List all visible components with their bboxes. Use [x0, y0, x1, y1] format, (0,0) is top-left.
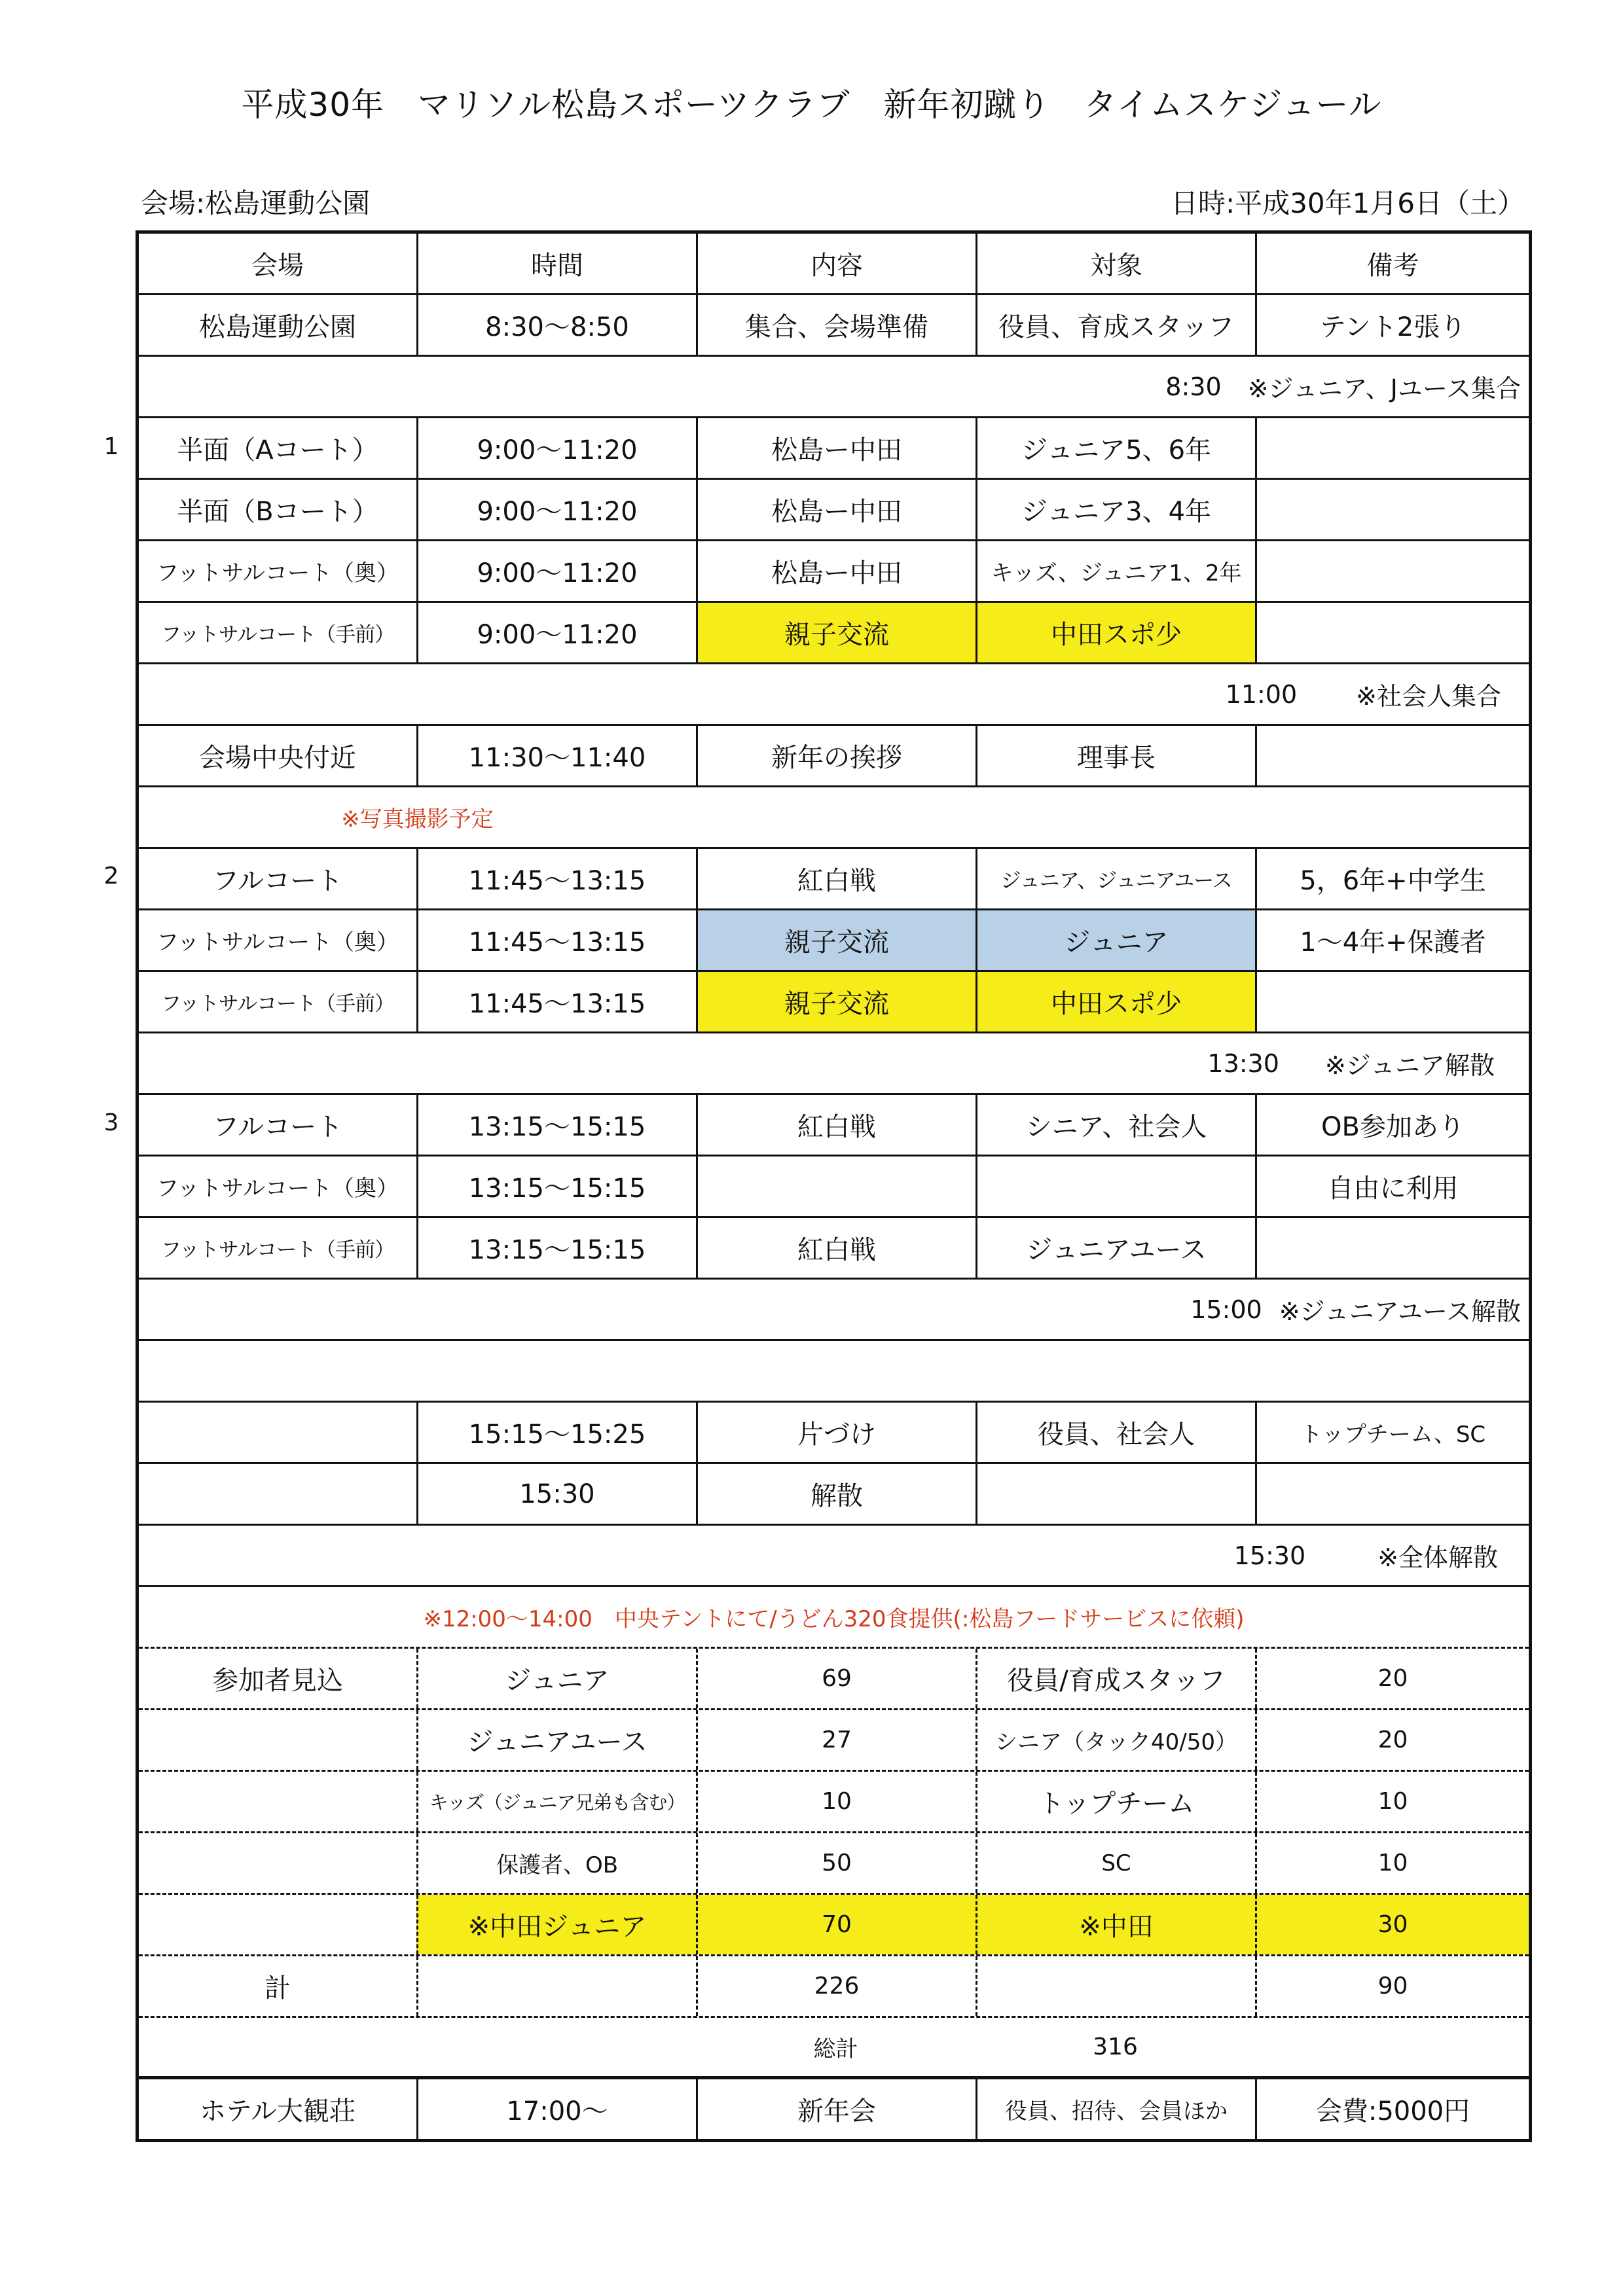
schedule-table [136, 230, 1532, 2142]
cell-time: 9:00～11:20 [416, 541, 696, 601]
cell-remarks: トップチーム、SC [1255, 1403, 1529, 1462]
cell-remarks: 5，6年+中学生 [1255, 849, 1529, 908]
note-text: ※ジュニア解散 [1324, 1051, 1495, 1080]
cell-venue: ホテル大観荘 [200, 2096, 356, 2126]
table-row [139, 1157, 1529, 1218]
cell-content: 解散 [696, 1464, 976, 1524]
cell-remarks: 1～4年+保護者 [1255, 910, 1529, 970]
table-row [139, 1095, 1529, 1157]
attendance-group: 役員/育成スタッフ [976, 1649, 1255, 1708]
cell-remarks: OB参加あり [1255, 1095, 1529, 1155]
attendance-count: 27 [696, 1710, 976, 1770]
cell-content: 新年会 [696, 2079, 976, 2139]
note-row [139, 664, 1529, 726]
note-time: 13:30 [1207, 1049, 1279, 1078]
cell-venue [139, 1403, 416, 1462]
attendance-count: 50 [696, 1833, 976, 1893]
party-row [139, 2079, 1529, 2139]
cell-remarks [1255, 541, 1529, 601]
attendance-group: ジュニア [416, 1649, 696, 1708]
cell-target: ジュニア3、4年 [976, 480, 1255, 539]
attendance-row [139, 1710, 1529, 1772]
cell-remarks [1255, 480, 1529, 539]
attendance-row [139, 1895, 1529, 1956]
cell-time: 13:15～15:15 [416, 1095, 696, 1155]
cell-content: 片づけ [696, 1403, 976, 1462]
cell-time: 15:30 [416, 1464, 696, 1524]
cell-time: 15:15～15:25 [416, 1403, 696, 1462]
cell-venue: 半面（Aコート） [177, 435, 378, 465]
attendance-count: 10 [696, 1772, 976, 1831]
table-row [139, 1464, 1529, 1526]
cell-venue: フットサルコート（奥） [156, 560, 399, 586]
cell-remarks [1255, 1218, 1529, 1278]
attendance-group: シニア（タック40/50） [976, 1710, 1255, 1770]
cell-content-highlighted: 親子交流 [696, 972, 976, 1031]
cell-time: 13:15～15:15 [416, 1157, 696, 1216]
cell-venue [139, 1464, 416, 1524]
cell-time: 17:00～ [416, 2079, 696, 2139]
table-header-row [139, 234, 1529, 295]
attendance-count-highlighted: 30 [1255, 1895, 1529, 1954]
cell-content [696, 1157, 976, 1216]
note-row [139, 1587, 1529, 1649]
block-number-3: 3 [103, 1109, 119, 1136]
lunch-note: ※12:00～14:00 中央テントにて/うどん320食提供(:松島フードサービスに依頼) [423, 1606, 1245, 1632]
note-row [139, 357, 1529, 418]
cell-content: 紅白戦 [696, 1218, 976, 1278]
cell-target-highlighted: 中田スポ少 [976, 972, 1255, 1031]
grand-total-value: 316 [1093, 2034, 1138, 2060]
attendance-group-highlighted: ※中田 [976, 1895, 1255, 1954]
note-time: 15:00 [1190, 1295, 1262, 1324]
note-row [139, 1526, 1529, 1587]
cell-time: 11:45～13:15 [416, 910, 696, 970]
cell-time: 9:00～11:20 [416, 418, 696, 478]
cell-time: 8:30～8:50 [416, 295, 696, 355]
photo-note: ※写真撮影予定 [341, 806, 494, 833]
cell-content: 新年の挨拶 [696, 726, 976, 785]
cell-content: 集合、会場準備 [696, 295, 976, 355]
cell-target: 役員、招待、会員ほか [976, 2079, 1255, 2139]
cell-target: キッズ、ジュニア1、2年 [976, 541, 1255, 601]
cell-target [976, 1464, 1255, 1524]
table-row [139, 480, 1529, 541]
attendance-row [139, 1649, 1529, 1710]
cell-content-highlighted: 親子交流 [696, 910, 976, 970]
note-row [139, 787, 1529, 849]
table-row [139, 972, 1529, 1033]
cell-venue: 松島運動公園 [199, 312, 356, 342]
note-text: ※ジュニア、Jユース集合 [1247, 374, 1521, 403]
cell-venue: フットサルコート（奥） [156, 929, 399, 956]
header-content: 内容 [696, 234, 976, 293]
attendance-group: トップチーム [976, 1772, 1255, 1831]
cell-remarks [1255, 726, 1529, 785]
note-time: 15:30 [1233, 1541, 1306, 1570]
cell-remarks: 会費:5000円 [1255, 2079, 1529, 2139]
cell-target-highlighted: 中田スポ少 [976, 603, 1255, 662]
header-remarks: 備考 [1255, 234, 1529, 293]
attendance-group-highlighted: ※中田ジュニア [416, 1895, 696, 1954]
note-text: ※ジュニアユース解散 [1279, 1297, 1521, 1326]
attendance-group: キッズ（ジュニア兄弟も含む） [416, 1772, 696, 1831]
table-row [139, 418, 1529, 480]
cell-content: 紅白戦 [696, 1095, 976, 1155]
cell-venue: フットサルコート（手前） [160, 992, 395, 1016]
attendance-count: 20 [1255, 1710, 1529, 1770]
cell-venue: フットサルコート（手前） [160, 623, 395, 647]
grand-total-row [139, 2018, 1529, 2079]
document-title: 平成30年 マリソル松島スポーツクラブ 新年初蹴り タイムスケジュール [241, 86, 1382, 124]
header-venue: 会場 [251, 251, 304, 281]
cell-target [976, 1157, 1255, 1216]
attendance-row [139, 1833, 1529, 1895]
venue-label: 会場:松島運動公園 [141, 187, 371, 219]
cell-remarks [1255, 418, 1529, 478]
attendance-count-highlighted: 70 [696, 1895, 976, 1954]
cell-remarks [1255, 1464, 1529, 1524]
cell-venue: 会場中央付近 [199, 743, 356, 773]
cell-target: ジュニア5、6年 [976, 418, 1255, 478]
cell-target: ジュニア、ジュニアユース [976, 849, 1255, 908]
table-row [139, 295, 1529, 357]
attendance-count: 20 [1255, 1649, 1529, 1708]
cell-content: 紅白戦 [696, 849, 976, 908]
total-label: 計 [264, 1973, 291, 2003]
cell-venue: フットサルコート（手前） [160, 1238, 395, 1262]
attendance-count: 10 [1255, 1772, 1529, 1831]
block-number-2: 2 [103, 863, 119, 889]
note-text: ※社会人集合 [1356, 682, 1501, 711]
cell-target: 役員、育成スタッフ [976, 295, 1255, 355]
cell-target: シニア、社会人 [976, 1095, 1255, 1155]
cell-time: 11:45～13:15 [416, 972, 696, 1031]
cell-content-highlighted: 親子交流 [696, 603, 976, 662]
note-row [139, 1033, 1529, 1095]
table-row [139, 726, 1529, 787]
cell-remarks: テント2張り [1255, 295, 1529, 355]
cell-content: 松島ー中田 [696, 480, 976, 539]
block-number-1: 1 [103, 433, 119, 460]
cell-target-highlighted: ジュニア [976, 910, 1255, 970]
note-text: ※全体解散 [1377, 1543, 1498, 1572]
cell-remarks: 自由に利用 [1255, 1157, 1529, 1216]
note-time: 11:00 [1225, 679, 1298, 709]
cell-time: 13:15～15:15 [416, 1218, 696, 1278]
header-target: 対象 [976, 234, 1255, 293]
attendance-group: ジュニアユース [416, 1710, 696, 1770]
cell-target: 役員、社会人 [976, 1403, 1255, 1462]
cell-venue: フルコート [212, 1112, 343, 1142]
table-row [139, 603, 1529, 664]
cell-venue: 半面（Bコート） [177, 497, 378, 527]
attendance-group: 保護者、OB [416, 1833, 696, 1893]
cell-time: 11:45～13:15 [416, 849, 696, 908]
blank-row [139, 1341, 1529, 1403]
note-time: 8:30 [1165, 372, 1222, 401]
datetime-label: 日時:平成30年1月6日（土） [1170, 187, 1525, 219]
cell-remarks [1255, 603, 1529, 662]
table-row [139, 849, 1529, 910]
total-right: 90 [1255, 1956, 1529, 2016]
attendance-count: 10 [1255, 1833, 1529, 1893]
table-row [139, 1403, 1529, 1464]
cell-time: 11:30～11:40 [416, 726, 696, 785]
cell-target: 理事長 [976, 726, 1255, 785]
grand-total-label: 総計 [813, 2036, 858, 2062]
cell-time: 9:00～11:20 [416, 603, 696, 662]
total-left: 226 [696, 1956, 976, 2016]
cell-content: 松島ー中田 [696, 541, 976, 601]
note-row [139, 1280, 1529, 1341]
cell-venue: フルコート [212, 866, 343, 896]
cell-venue: フットサルコート（奥） [156, 1175, 399, 1202]
header-time: 時間 [416, 234, 696, 293]
attendance-group: SC [976, 1833, 1255, 1893]
attendance-row [139, 1772, 1529, 1833]
table-row [139, 910, 1529, 972]
table-row [139, 1218, 1529, 1280]
cell-remarks [1255, 972, 1529, 1031]
cell-target: ジュニアユース [976, 1218, 1255, 1278]
table-row [139, 541, 1529, 603]
cell-content: 松島ー中田 [696, 418, 976, 478]
attendance-label: 参加者見込 [212, 1666, 343, 1696]
cell-time: 9:00～11:20 [416, 480, 696, 539]
attendance-count: 69 [696, 1649, 976, 1708]
total-row [139, 1956, 1529, 2018]
